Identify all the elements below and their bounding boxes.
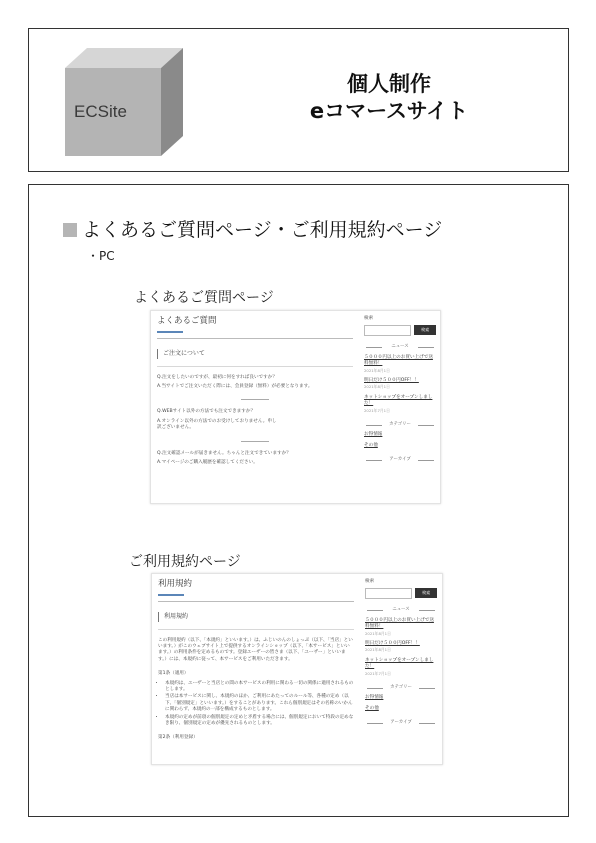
list-item: • 本規約は、ユーザーと当店との間の本サービスの利用に関わる一切の関係に適用されるものとします。 [165, 681, 354, 694]
article-title: 第1条（適用） [158, 671, 189, 677]
terms-section-title: 利用規約 [158, 612, 354, 622]
faq-question: Q.注文確認メールが届きません。ちゃんと注文できていますか？ [157, 450, 291, 456]
archive-widget-title: アーカイブ [365, 720, 437, 726]
terms-intro: この利用規約（以下、「本規約」といいます。）は、ふじいのんのしょっぷ（以下、「当店」といいます。）がこのウェブサイト上で提供するオンラインショップ（以下、「本サービス」といいます。）の利用条件を定めるものです。登録ユーザーの皆さま（以下、「ユーザー」といいます。）には、本規約に従って、本サービスをご利用いただきます。 [158, 637, 353, 662]
search-label: 検索 [364, 316, 374, 321]
section-heading [63, 215, 442, 242]
archive-widget-title: アーカイブ [364, 457, 436, 463]
faq-screenshot [150, 310, 441, 504]
faq-question: Q.注文をしたいのですが、最初に何をすれば良いですか？ [157, 374, 277, 380]
terms-caption: ご利用規約ページ [129, 554, 241, 570]
page-title [239, 71, 539, 125]
search-button[interactable]: 検索 [415, 588, 437, 598]
category-widget-title: カテゴリー [365, 685, 437, 691]
search-button[interactable]: 検索 [414, 325, 436, 335]
faq-page-title: よくあるご質問 [157, 316, 353, 339]
terms-main [158, 579, 354, 742]
faq-question: Q.WEBサイト以外の方法でも注文できますか？ [157, 409, 256, 415]
category-link[interactable]: その他 [364, 442, 378, 448]
title-line-2: eコマースサイト [309, 99, 469, 123]
faq-sidebar [364, 316, 436, 464]
device-label: ・PC [87, 249, 115, 263]
search-input[interactable] [364, 325, 411, 336]
news-item[interactable]: 明日だけ５００円OFF！！ 2021年8月1日 [365, 641, 420, 653]
list-item: • 当店は本サービスに関し、本規約のほか、ご利用にあたってのルール等、各種の定め（以下、「個別規定」といいます。）をすることがあります。これら個別規定はその名称のいかんに関わらず、本規約の一部を構成するものとします。 [165, 694, 354, 713]
content-panel [28, 184, 569, 817]
category-link[interactable]: お得情報 [364, 432, 383, 438]
search-input[interactable] [365, 588, 412, 599]
terms-page-title: 利用規約 [158, 579, 354, 602]
terms-sidebar [365, 579, 437, 727]
list-item: • 本規約の定めが前項の個別規定の定めと矛盾する場合には、個別規定において特段の定めなき限り、個別規定の定めが優先されるものとします。 [165, 715, 354, 728]
faq-answer: A.オンライン以外の方法でのお受けしておりません。申し訳ございません。 [157, 418, 277, 431]
news-widget-title: ニュース [365, 607, 437, 613]
section-heading-text: よくあるご質問ページ・ご利用規約ページ [82, 219, 443, 241]
logo-text: ECSite [74, 102, 127, 121]
news-item[interactable]: ５０００円以上のお買い上げで送料無料！ 2021年8月1日 [365, 617, 434, 636]
faq-section-title: ご注文について [157, 349, 353, 359]
faq-answer: A.当サイトでご注文いただく際には、会員登録（無料）が必要となります。 [157, 383, 313, 389]
faq-caption: よくあるご質問ページ [134, 290, 274, 306]
news-item[interactable]: 明日だけ５００円OFF！！ 2021年8月1日 [364, 378, 419, 390]
square-bullet-icon [63, 223, 77, 237]
article-title: 第2条（利用登録） [158, 735, 198, 741]
faq-main [157, 316, 353, 466]
news-item[interactable]: ネットショップをオープンしました！ 2021年7月1日 [364, 394, 433, 413]
faq-answer: A.マイページのご購入履歴を確認してください。 [157, 459, 258, 465]
terms-screenshot [151, 573, 443, 765]
header-panel [28, 28, 569, 172]
news-widget-title: ニュース [364, 344, 436, 350]
news-item[interactable]: ネットショップをオープンしました！ 2021年7月1日 [365, 657, 434, 676]
title-line-1: 個人制作 [347, 72, 431, 96]
news-item[interactable]: ５０００円以上のお買い上げで送料無料！ 2021年8月1日 [364, 354, 433, 373]
terms-list [158, 681, 354, 728]
category-link[interactable]: お得情報 [365, 695, 384, 701]
search-label: 検索 [365, 579, 375, 584]
category-widget-title: カテゴリー [364, 422, 436, 428]
category-link[interactable]: その他 [365, 705, 379, 711]
